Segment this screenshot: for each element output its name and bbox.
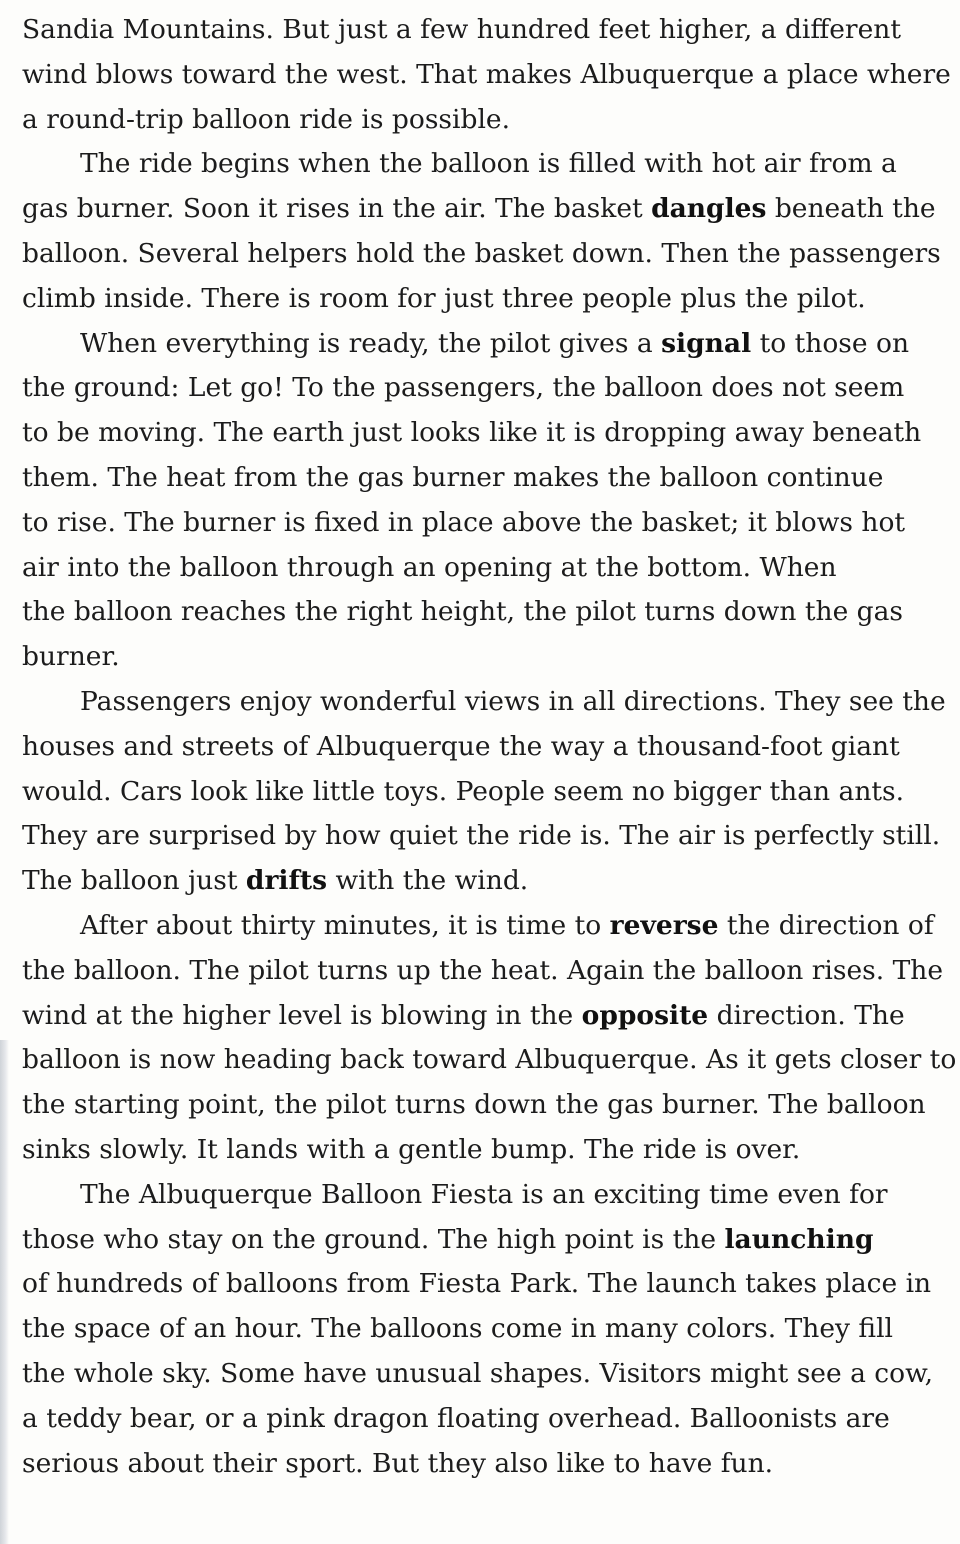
page-binding-edge bbox=[0, 1040, 9, 1544]
text-line bbox=[22, 680, 946, 725]
text-line bbox=[22, 232, 941, 277]
text-line bbox=[22, 1397, 922, 1442]
text-span: with the wind. bbox=[327, 865, 529, 897]
vocabulary-word: dangles bbox=[651, 193, 767, 225]
text-span: wind blows toward the west. That makes Albuquerque a place where bbox=[22, 58, 951, 90]
text-line bbox=[22, 994, 922, 1039]
text-span: would. Cars look like little toys. People seem no bigger than ants. bbox=[22, 775, 905, 807]
text-span: gas burner. Soon it rises in the air. The basket bbox=[22, 193, 652, 225]
text-span: They are surprised by how quiet the ride is. The air is perfectly still. bbox=[22, 820, 941, 852]
text-line bbox=[22, 904, 934, 949]
text-line bbox=[22, 1038, 957, 1083]
text-line bbox=[22, 456, 922, 501]
text-span: The ride begins when the balloon is filled with hot air from a bbox=[80, 148, 897, 180]
text-span: balloon is now heading back toward Albuquerque. As it gets closer to bbox=[22, 1044, 957, 1076]
text-span: the starting point, the pilot turns down the gas burner. The balloon bbox=[22, 1089, 926, 1121]
text-line bbox=[22, 814, 941, 859]
text-line bbox=[22, 501, 922, 546]
vocabulary-word: launching bbox=[724, 1223, 874, 1255]
text-line bbox=[22, 1307, 922, 1352]
text-line bbox=[22, 366, 922, 411]
vocabulary-word: drifts bbox=[245, 865, 328, 897]
article-text bbox=[22, 8, 957, 1486]
text-span: the balloon. The pilot turns up the heat. Again the balloon rises. The bbox=[22, 954, 944, 986]
text-line bbox=[22, 1128, 922, 1173]
text-span: houses and streets of Albuquerque the way a thousand-foot giant bbox=[22, 730, 900, 762]
text-span: to rise. The burner is fixed in place above the basket; it blows hot bbox=[22, 506, 906, 538]
text-line bbox=[22, 1442, 922, 1487]
text-span: a round-trip balloon ride is possible. bbox=[22, 103, 511, 135]
text-span: burner. bbox=[22, 641, 120, 673]
text-line bbox=[22, 53, 951, 98]
text-line bbox=[22, 322, 922, 367]
text-line bbox=[22, 859, 922, 904]
text-span: sinks slowly. It lands with a gentle bump. The ride is over. bbox=[22, 1133, 801, 1165]
vocabulary-word: opposite bbox=[581, 999, 709, 1031]
text-span: The Albuquerque Balloon Fiesta is an exciting time even for bbox=[80, 1178, 888, 1210]
text-span: balloon. Several helpers hold the basket down. Then the passengers bbox=[22, 237, 941, 269]
text-span: Passengers enjoy wonderful views in all directions. They see the bbox=[80, 685, 946, 717]
text-span: a teddy bear, or a pink dragon floating overhead. Balloonists are bbox=[22, 1402, 890, 1434]
text-line bbox=[22, 1083, 926, 1128]
text-line bbox=[22, 1262, 932, 1307]
text-span: the ground: Let go! To the passengers, the balloon does not seem bbox=[22, 372, 905, 404]
text-span: serious about their sport. But they also like to have fun. bbox=[22, 1447, 774, 1479]
text-line bbox=[22, 546, 922, 591]
vocabulary-word: reverse bbox=[609, 909, 719, 941]
text-line bbox=[22, 725, 922, 770]
text-line bbox=[22, 635, 922, 680]
text-span: climb inside. There is room for just three people plus the pilot. bbox=[22, 282, 866, 314]
text-span: wind at the higher level is blowing in the bbox=[22, 999, 582, 1031]
text-span: direction. The bbox=[708, 999, 905, 1031]
text-line bbox=[22, 8, 922, 53]
text-span: of hundreds of balloons from Fiesta Park. The launch takes place in bbox=[22, 1268, 932, 1300]
text-span: to be moving. The earth just looks like it is dropping away beneath bbox=[22, 417, 922, 449]
text-line bbox=[22, 590, 922, 635]
text-line bbox=[22, 770, 922, 815]
text-span: air into the balloon through an opening at the bottom. When bbox=[22, 551, 837, 583]
text-span: the direction of bbox=[718, 909, 934, 941]
vocabulary-word: signal bbox=[661, 327, 752, 359]
text-line bbox=[22, 98, 922, 143]
text-span: the balloon reaches the right height, the pilot turns down the gas bbox=[22, 596, 904, 628]
text-span: the space of an hour. The balloons come in many colors. They fill bbox=[22, 1313, 894, 1345]
text-span: The balloon just bbox=[22, 865, 246, 897]
text-line bbox=[22, 1352, 934, 1397]
text-line bbox=[22, 142, 922, 187]
text-line bbox=[22, 1218, 922, 1263]
text-span: to those on bbox=[751, 327, 910, 359]
text-line bbox=[22, 277, 922, 322]
text-span: When everything is ready, the pilot gives a bbox=[80, 327, 662, 359]
text-span: them. The heat from the gas burner makes the balloon continue bbox=[22, 461, 884, 493]
text-line bbox=[22, 187, 936, 232]
text-span: Sandia Mountains. But just a few hundred feet higher, a different bbox=[22, 14, 901, 45]
text-span: the whole sky. Some have unusual shapes. Visitors might see a cow, bbox=[22, 1357, 934, 1389]
text-span: After about thirty minutes, it is time to bbox=[80, 909, 610, 941]
text-line bbox=[22, 949, 944, 994]
text-span: those who stay on the ground. The high point is the bbox=[22, 1223, 725, 1255]
text-line bbox=[22, 411, 922, 456]
text-span: beneath the bbox=[766, 193, 936, 225]
text-line bbox=[22, 1173, 922, 1218]
